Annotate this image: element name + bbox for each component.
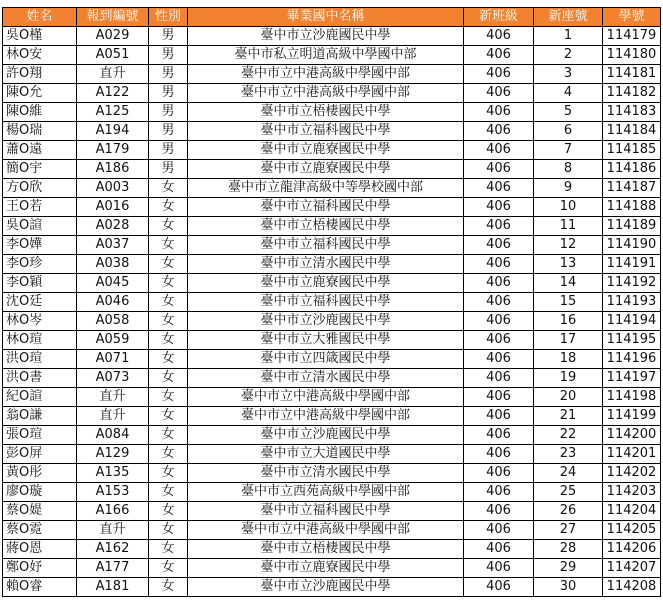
cell-new-class: 406 bbox=[464, 559, 534, 578]
table-row bbox=[3, 179, 661, 198]
cell-name: 簡O宇 bbox=[3, 160, 77, 179]
cell-registration-number: A046 bbox=[77, 293, 149, 312]
table-row bbox=[3, 331, 661, 350]
cell-seat-number: 19 bbox=[534, 369, 603, 388]
cell-seat-number: 22 bbox=[534, 426, 603, 445]
cell-registration-number: 直升 bbox=[77, 521, 149, 540]
cell-new-class: 406 bbox=[464, 141, 534, 160]
cell-student-id: 114188 bbox=[603, 198, 661, 217]
table-row bbox=[3, 65, 661, 84]
cell-registration-number: A129 bbox=[77, 445, 149, 464]
cell-junior-high-school: 臺中市立福科國民中學 bbox=[188, 122, 464, 141]
cell-name: 林O岑 bbox=[3, 312, 77, 331]
cell-student-id: 114194 bbox=[603, 312, 661, 331]
cell-gender: 女 bbox=[149, 350, 188, 369]
cell-seat-number: 13 bbox=[534, 255, 603, 274]
cell-gender: 男 bbox=[149, 84, 188, 103]
cell-seat-number: 14 bbox=[534, 274, 603, 293]
cell-student-id: 114205 bbox=[603, 521, 661, 540]
cell-gender: 女 bbox=[149, 540, 188, 559]
cell-registration-number: A016 bbox=[77, 198, 149, 217]
cell-student-id: 114189 bbox=[603, 217, 661, 236]
cell-student-id: 114193 bbox=[603, 293, 661, 312]
cell-student-id: 114186 bbox=[603, 160, 661, 179]
cell-new-class: 406 bbox=[464, 198, 534, 217]
cell-name: 張O瑄 bbox=[3, 426, 77, 445]
cell-student-id: 114204 bbox=[603, 502, 661, 521]
cell-registration-number: A153 bbox=[77, 483, 149, 502]
cell-gender: 女 bbox=[149, 293, 188, 312]
cell-student-id: 114197 bbox=[603, 369, 661, 388]
header-student-id: 學號 bbox=[603, 8, 661, 27]
table-row bbox=[3, 464, 661, 483]
cell-student-id: 114191 bbox=[603, 255, 661, 274]
table-row bbox=[3, 27, 661, 46]
cell-name: 方O欣 bbox=[3, 179, 77, 198]
cell-name: 吳O諠 bbox=[3, 217, 77, 236]
cell-student-id: 114202 bbox=[603, 464, 661, 483]
cell-seat-number: 17 bbox=[534, 331, 603, 350]
cell-student-id: 114208 bbox=[603, 578, 661, 597]
cell-seat-number: 4 bbox=[534, 84, 603, 103]
table-row bbox=[3, 46, 661, 65]
table-row bbox=[3, 559, 661, 578]
cell-new-class: 406 bbox=[464, 293, 534, 312]
table-row bbox=[3, 578, 661, 597]
cell-new-class: 406 bbox=[464, 312, 534, 331]
cell-student-id: 114180 bbox=[603, 46, 661, 65]
cell-student-id: 114184 bbox=[603, 122, 661, 141]
cell-seat-number: 25 bbox=[534, 483, 603, 502]
cell-name: 吳O槿 bbox=[3, 27, 77, 46]
cell-student-id: 114187 bbox=[603, 179, 661, 198]
cell-student-id: 114192 bbox=[603, 274, 661, 293]
table-row bbox=[3, 388, 661, 407]
cell-registration-number: A058 bbox=[77, 312, 149, 331]
cell-seat-number: 7 bbox=[534, 141, 603, 160]
cell-seat-number: 30 bbox=[534, 578, 603, 597]
cell-new-class: 406 bbox=[464, 350, 534, 369]
cell-gender: 男 bbox=[149, 65, 188, 84]
cell-new-class: 406 bbox=[464, 84, 534, 103]
cell-student-id: 114185 bbox=[603, 141, 661, 160]
cell-name: 李O穎 bbox=[3, 274, 77, 293]
cell-name: 彭O屏 bbox=[3, 445, 77, 464]
cell-gender: 女 bbox=[149, 464, 188, 483]
cell-gender: 女 bbox=[149, 502, 188, 521]
cell-new-class: 406 bbox=[464, 578, 534, 597]
cell-student-id: 114179 bbox=[603, 27, 661, 46]
cell-new-class: 406 bbox=[464, 369, 534, 388]
cell-registration-number: A125 bbox=[77, 103, 149, 122]
cell-junior-high-school: 臺中市立中港高級中學國中部 bbox=[188, 388, 464, 407]
cell-new-class: 406 bbox=[464, 426, 534, 445]
cell-name: 陳O維 bbox=[3, 103, 77, 122]
cell-seat-number: 3 bbox=[534, 65, 603, 84]
cell-registration-number: A162 bbox=[77, 540, 149, 559]
cell-junior-high-school: 臺中市立中港高級中學國中部 bbox=[188, 521, 464, 540]
cell-new-class: 406 bbox=[464, 464, 534, 483]
cell-student-id: 114199 bbox=[603, 407, 661, 426]
cell-seat-number: 5 bbox=[534, 103, 603, 122]
cell-junior-high-school: 臺中市立鹿寮國民中學 bbox=[188, 160, 464, 179]
cell-seat-number: 18 bbox=[534, 350, 603, 369]
cell-new-class: 406 bbox=[464, 483, 534, 502]
table-row bbox=[3, 407, 661, 426]
cell-junior-high-school: 臺中市立大道國民中學 bbox=[188, 445, 464, 464]
cell-seat-number: 28 bbox=[534, 540, 603, 559]
cell-new-class: 406 bbox=[464, 217, 534, 236]
cell-name: 李O珍 bbox=[3, 255, 77, 274]
cell-name: 紀O諠 bbox=[3, 388, 77, 407]
cell-new-class: 406 bbox=[464, 160, 534, 179]
cell-student-id: 114183 bbox=[603, 103, 661, 122]
cell-name: 翁O謙 bbox=[3, 407, 77, 426]
cell-name: 蕭O遠 bbox=[3, 141, 77, 160]
cell-new-class: 406 bbox=[464, 445, 534, 464]
cell-registration-number: A003 bbox=[77, 179, 149, 198]
cell-gender: 男 bbox=[149, 103, 188, 122]
cell-new-class: 406 bbox=[464, 540, 534, 559]
table-row bbox=[3, 274, 661, 293]
cell-junior-high-school: 臺中市立四箴國民中學 bbox=[188, 350, 464, 369]
cell-junior-high-school: 臺中市立福科國民中學 bbox=[188, 236, 464, 255]
cell-gender: 女 bbox=[149, 521, 188, 540]
cell-new-class: 406 bbox=[464, 407, 534, 426]
cell-junior-high-school: 臺中市立福科國民中學 bbox=[188, 293, 464, 312]
cell-junior-high-school: 臺中市立清水國民中學 bbox=[188, 255, 464, 274]
cell-student-id: 114206 bbox=[603, 540, 661, 559]
table-row bbox=[3, 236, 661, 255]
cell-junior-high-school: 臺中市立沙鹿國民中學 bbox=[188, 312, 464, 331]
cell-registration-number: A166 bbox=[77, 502, 149, 521]
cell-registration-number: A051 bbox=[77, 46, 149, 65]
table-row bbox=[3, 521, 661, 540]
cell-name: 林O瑄 bbox=[3, 331, 77, 350]
cell-new-class: 406 bbox=[464, 65, 534, 84]
cell-name: 林O安 bbox=[3, 46, 77, 65]
cell-seat-number: 1 bbox=[534, 27, 603, 46]
cell-gender: 女 bbox=[149, 426, 188, 445]
cell-name: 蔡O霓 bbox=[3, 521, 77, 540]
cell-student-id: 114182 bbox=[603, 84, 661, 103]
cell-name: 蔡O媞 bbox=[3, 502, 77, 521]
table-row bbox=[3, 502, 661, 521]
cell-new-class: 406 bbox=[464, 502, 534, 521]
table-row bbox=[3, 350, 661, 369]
cell-name: 蔣O恩 bbox=[3, 540, 77, 559]
table-row bbox=[3, 445, 661, 464]
cell-seat-number: 24 bbox=[534, 464, 603, 483]
cell-junior-high-school: 臺中市私立明道高級中學國中部 bbox=[188, 46, 464, 65]
cell-seat-number: 9 bbox=[534, 179, 603, 198]
cell-seat-number: 10 bbox=[534, 198, 603, 217]
cell-junior-high-school: 臺中市立梧棲國民中學 bbox=[188, 540, 464, 559]
cell-gender: 男 bbox=[149, 122, 188, 141]
cell-registration-number: A181 bbox=[77, 578, 149, 597]
cell-registration-number: A071 bbox=[77, 350, 149, 369]
cell-junior-high-school: 臺中市立大雅國民中學 bbox=[188, 331, 464, 350]
cell-registration-number: A135 bbox=[77, 464, 149, 483]
cell-registration-number: A177 bbox=[77, 559, 149, 578]
cell-seat-number: 20 bbox=[534, 388, 603, 407]
cell-seat-number: 21 bbox=[534, 407, 603, 426]
cell-new-class: 406 bbox=[464, 179, 534, 198]
table-row bbox=[3, 369, 661, 388]
table-row bbox=[3, 312, 661, 331]
cell-student-id: 114201 bbox=[603, 445, 661, 464]
table-row bbox=[3, 293, 661, 312]
table-row bbox=[3, 122, 661, 141]
cell-gender: 女 bbox=[149, 255, 188, 274]
cell-registration-number: A045 bbox=[77, 274, 149, 293]
cell-student-id: 114190 bbox=[603, 236, 661, 255]
cell-junior-high-school: 臺中市立鹿寮國民中學 bbox=[188, 141, 464, 160]
cell-student-id: 114207 bbox=[603, 559, 661, 578]
cell-registration-number: A179 bbox=[77, 141, 149, 160]
header-new-class: 新班級 bbox=[464, 8, 534, 27]
table-row bbox=[3, 483, 661, 502]
cell-student-id: 114198 bbox=[603, 388, 661, 407]
cell-registration-number: A186 bbox=[77, 160, 149, 179]
cell-student-id: 114195 bbox=[603, 331, 661, 350]
table-row bbox=[3, 141, 661, 160]
cell-junior-high-school: 臺中市立中港高級中學國中部 bbox=[188, 407, 464, 426]
cell-gender: 男 bbox=[149, 46, 188, 65]
cell-seat-number: 26 bbox=[534, 502, 603, 521]
cell-junior-high-school: 臺中市立福科國民中學 bbox=[188, 198, 464, 217]
cell-registration-number: 直升 bbox=[77, 65, 149, 84]
cell-gender: 女 bbox=[149, 388, 188, 407]
cell-registration-number: 直升 bbox=[77, 407, 149, 426]
cell-name: 李O嬅 bbox=[3, 236, 77, 255]
cell-gender: 女 bbox=[149, 179, 188, 198]
cell-gender: 女 bbox=[149, 198, 188, 217]
cell-seat-number: 8 bbox=[534, 160, 603, 179]
cell-gender: 女 bbox=[149, 369, 188, 388]
cell-student-id: 114200 bbox=[603, 426, 661, 445]
cell-new-class: 406 bbox=[464, 388, 534, 407]
cell-registration-number: A059 bbox=[77, 331, 149, 350]
cell-junior-high-school: 臺中市立中港高級中學國中部 bbox=[188, 84, 464, 103]
cell-junior-high-school: 臺中市立沙鹿國民中學 bbox=[188, 27, 464, 46]
cell-gender: 女 bbox=[149, 274, 188, 293]
cell-junior-high-school: 臺中市立梧棲國民中學 bbox=[188, 217, 464, 236]
cell-student-id: 114203 bbox=[603, 483, 661, 502]
cell-gender: 女 bbox=[149, 312, 188, 331]
cell-registration-number: A037 bbox=[77, 236, 149, 255]
cell-seat-number: 27 bbox=[534, 521, 603, 540]
cell-new-class: 406 bbox=[464, 331, 534, 350]
cell-new-class: 406 bbox=[464, 27, 534, 46]
cell-gender: 女 bbox=[149, 483, 188, 502]
cell-seat-number: 2 bbox=[534, 46, 603, 65]
cell-gender: 男 bbox=[149, 27, 188, 46]
table-header-row bbox=[3, 8, 661, 27]
student-roster-table bbox=[2, 7, 661, 597]
cell-registration-number: A038 bbox=[77, 255, 149, 274]
cell-junior-high-school: 臺中市立清水國民中學 bbox=[188, 464, 464, 483]
cell-gender: 女 bbox=[149, 407, 188, 426]
cell-gender: 女 bbox=[149, 445, 188, 464]
cell-junior-high-school: 臺中市立鹿寮國民中學 bbox=[188, 274, 464, 293]
cell-new-class: 406 bbox=[464, 255, 534, 274]
cell-registration-number: A122 bbox=[77, 84, 149, 103]
table-row bbox=[3, 217, 661, 236]
cell-junior-high-school: 臺中市立鹿寮國民中學 bbox=[188, 559, 464, 578]
cell-seat-number: 16 bbox=[534, 312, 603, 331]
cell-name: 陳O允 bbox=[3, 84, 77, 103]
cell-name: 洪O瑄 bbox=[3, 350, 77, 369]
cell-seat-number: 12 bbox=[534, 236, 603, 255]
cell-registration-number: 直升 bbox=[77, 388, 149, 407]
cell-student-id: 114196 bbox=[603, 350, 661, 369]
cell-name: 廖O璇 bbox=[3, 483, 77, 502]
cell-student-id: 114181 bbox=[603, 65, 661, 84]
cell-new-class: 406 bbox=[464, 103, 534, 122]
cell-gender: 男 bbox=[149, 141, 188, 160]
cell-gender: 女 bbox=[149, 559, 188, 578]
cell-seat-number: 29 bbox=[534, 559, 603, 578]
cell-new-class: 406 bbox=[464, 274, 534, 293]
header-registration-number: 報到編號 bbox=[77, 8, 149, 27]
cell-name: 許O翔 bbox=[3, 65, 77, 84]
cell-junior-high-school: 臺中市立梧棲國民中學 bbox=[188, 103, 464, 122]
cell-junior-high-school: 臺中市立西苑高級中學國中部 bbox=[188, 483, 464, 502]
cell-registration-number: A194 bbox=[77, 122, 149, 141]
cell-seat-number: 23 bbox=[534, 445, 603, 464]
cell-name: 王O若 bbox=[3, 198, 77, 217]
table-row bbox=[3, 255, 661, 274]
cell-new-class: 406 bbox=[464, 46, 534, 65]
cell-seat-number: 11 bbox=[534, 217, 603, 236]
table-row bbox=[3, 84, 661, 103]
cell-seat-number: 15 bbox=[534, 293, 603, 312]
cell-junior-high-school: 臺中市立龍津高級中等學校國中部 bbox=[188, 179, 464, 198]
cell-name: 洪O書 bbox=[3, 369, 77, 388]
header-gender: 性別 bbox=[149, 8, 188, 27]
table-row bbox=[3, 160, 661, 179]
cell-junior-high-school: 臺中市立福科國民中學 bbox=[188, 502, 464, 521]
cell-registration-number: A028 bbox=[77, 217, 149, 236]
cell-gender: 女 bbox=[149, 331, 188, 350]
cell-gender: 女 bbox=[149, 217, 188, 236]
cell-new-class: 406 bbox=[464, 236, 534, 255]
cell-name: 沈O廷 bbox=[3, 293, 77, 312]
table-body bbox=[3, 27, 661, 597]
cell-gender: 女 bbox=[149, 236, 188, 255]
cell-junior-high-school: 臺中市立中港高級中學國中部 bbox=[188, 65, 464, 84]
table-row bbox=[3, 540, 661, 559]
cell-junior-high-school: 臺中市立沙鹿國民中學 bbox=[188, 578, 464, 597]
table-row bbox=[3, 103, 661, 122]
header-name: 姓名 bbox=[3, 8, 77, 27]
cell-seat-number: 6 bbox=[534, 122, 603, 141]
cell-junior-high-school: 臺中市立清水國民中學 bbox=[188, 369, 464, 388]
cell-registration-number: A084 bbox=[77, 426, 149, 445]
header-junior-high-school: 畢業國中名稱 bbox=[188, 8, 464, 27]
cell-new-class: 406 bbox=[464, 122, 534, 141]
cell-registration-number: A029 bbox=[77, 27, 149, 46]
cell-gender: 男 bbox=[149, 160, 188, 179]
cell-name: 黃O彤 bbox=[3, 464, 77, 483]
cell-registration-number: A073 bbox=[77, 369, 149, 388]
cell-new-class: 406 bbox=[464, 521, 534, 540]
cell-junior-high-school: 臺中市立沙鹿國民中學 bbox=[188, 426, 464, 445]
table-row bbox=[3, 198, 661, 217]
cell-name: 楊O瑞 bbox=[3, 122, 77, 141]
cell-name: 賴O睿 bbox=[3, 578, 77, 597]
table-row bbox=[3, 426, 661, 445]
cell-name: 鄭O妤 bbox=[3, 559, 77, 578]
header-seat-number: 新座號 bbox=[534, 8, 603, 27]
cell-gender: 女 bbox=[149, 578, 188, 597]
